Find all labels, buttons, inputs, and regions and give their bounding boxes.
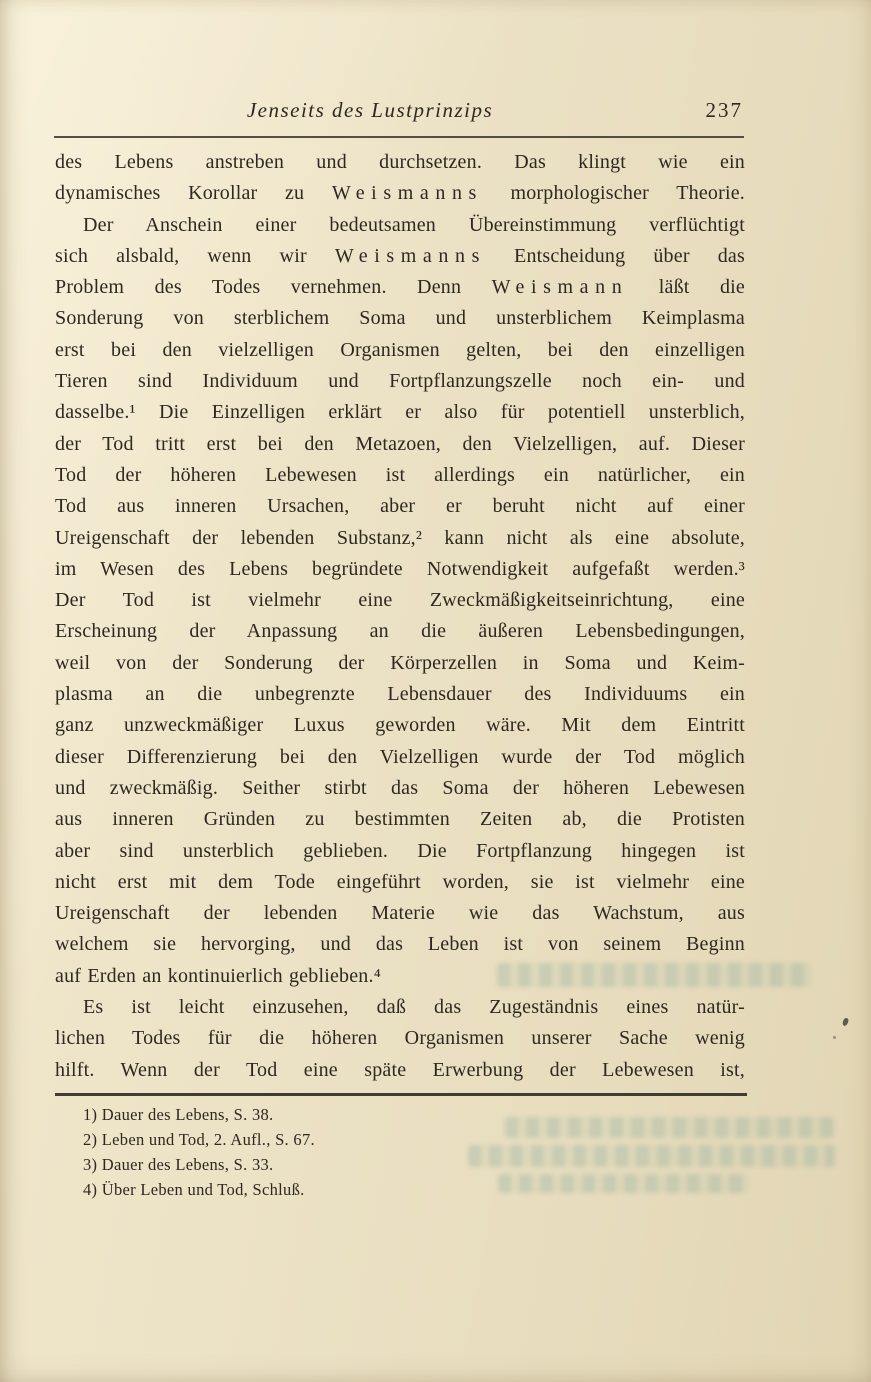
show-through-ghost-text bbox=[468, 1145, 835, 1167]
body-line: weil von der Sonderung der Körperzellen in Soma und Keim- bbox=[55, 651, 745, 674]
body-line: des Lebens anstreben und durchsetzen. Das klingt wie ein bbox=[55, 151, 745, 173]
header-rule bbox=[54, 136, 744, 138]
page-title: Jenseits des Lustprinzips bbox=[246, 98, 494, 122]
footnote-line: 1) Dauer des Lebens, S. 38. bbox=[83, 1105, 274, 1124]
body-line: sich alsbald, wenn wir Weismanns Entscheidung über das bbox=[55, 244, 745, 267]
show-through-ghost-text bbox=[505, 1117, 835, 1138]
body-line: Es ist leicht einzusehen, daß das Zugeständnis eines natür- bbox=[83, 996, 745, 1019]
footnote-line: 2) Leben und Tod, 2. Aufl., S. 67. bbox=[83, 1130, 315, 1149]
body-line: nicht erst mit dem Tode eingeführt worden, sie ist vielmehr eine bbox=[55, 870, 745, 893]
body-line: hilft. Wenn der Tod eine späte Erwerbung der Lebewesen ist, bbox=[55, 1058, 745, 1081]
body-line: plasma an die unbegrenzte Lebensdauer des Individuums ein bbox=[55, 683, 745, 706]
body-line: Der Anschein einer bedeutsamen Übereinstimmung verflüchtigt bbox=[83, 213, 745, 236]
body-line: Tod der höheren Lebewesen ist allerdings ein natürlicher, ein bbox=[55, 463, 745, 486]
body-line: aber sind unsterblich geblieben. Die Fortpflanzung hingegen ist bbox=[55, 839, 745, 862]
body-line: auf Erden an kontinuierlich geblieben.⁴ bbox=[55, 964, 381, 987]
running-header bbox=[55, 98, 745, 128]
ink-speck bbox=[833, 1036, 836, 1039]
ink-speck bbox=[842, 1017, 849, 1026]
body-line: Ureigenschaft der lebenden Materie wie das Wachstum, aus bbox=[55, 902, 745, 925]
show-through-ghost-text bbox=[498, 1174, 750, 1193]
body-line: lichen Todes für die höheren Organismen unserer Sache wenig bbox=[55, 1027, 745, 1050]
body-line: dieser Differenzierung bei den Vielzelligen wurde der Tod möglich bbox=[55, 745, 745, 768]
body-line: Erscheinung der Anpassung an die äußeren Lebensbedingungen, bbox=[55, 620, 745, 643]
body-line: und zweckmäßig. Seither stirbt das Soma der höheren Lebewesen bbox=[55, 776, 745, 799]
body-line: welchem sie hervorging, und das Leben ist von seinem Beginn bbox=[55, 933, 745, 956]
body-line: dynamisches Korollar zu Weismanns morphologischer Theorie. bbox=[55, 182, 745, 205]
page-number: 237 bbox=[705, 98, 743, 122]
body-line: Problem des Todes vernehmen. Denn Weismann läßt die bbox=[55, 276, 745, 299]
footnote-rule bbox=[55, 1093, 747, 1096]
body-line: Ureigenschaft der lebenden Substanz,² kann nicht als eine absolute, bbox=[55, 526, 745, 549]
body-line: Der Tod ist vielmehr eine Zweckmäßigkeitseinrichtung, eine bbox=[55, 589, 745, 612]
body-line: aus inneren Gründen zu bestimmten Zeiten ab, die Protisten bbox=[55, 808, 745, 831]
body-line: Tod aus inneren Ursachen, aber er beruht nicht auf einer bbox=[55, 495, 745, 518]
body-line: ganz unzweckmäßiger Luxus geworden wäre. Mit dem Eintritt bbox=[55, 714, 745, 737]
body-text bbox=[55, 147, 745, 1086]
body-line: Sonderung von sterblichem Soma und unsterblichem Keimplasma bbox=[55, 307, 745, 330]
body-line: Tieren sind Individuum und Fortpflanzungszelle noch ein- und bbox=[55, 370, 745, 393]
footnote-line: 3) Dauer des Lebens, S. 33. bbox=[83, 1155, 274, 1174]
body-line: erst bei den vielzelligen Organismen gelten, bei den einzelligen bbox=[55, 338, 745, 361]
body-line: im Wesen des Lebens begründete Notwendigkeit aufgefaßt werden.³ bbox=[55, 557, 745, 580]
footnote-line: 4) Über Leben und Tod, Schluß. bbox=[83, 1180, 305, 1199]
body-line: der Tod tritt erst bei den Metazoen, den Vielzelligen, auf. Dieser bbox=[55, 432, 745, 455]
show-through-ghost-text bbox=[497, 963, 812, 987]
body-line: dasselbe.¹ Die Einzelligen erklärt er also für potentiell unsterblich, bbox=[55, 401, 745, 424]
